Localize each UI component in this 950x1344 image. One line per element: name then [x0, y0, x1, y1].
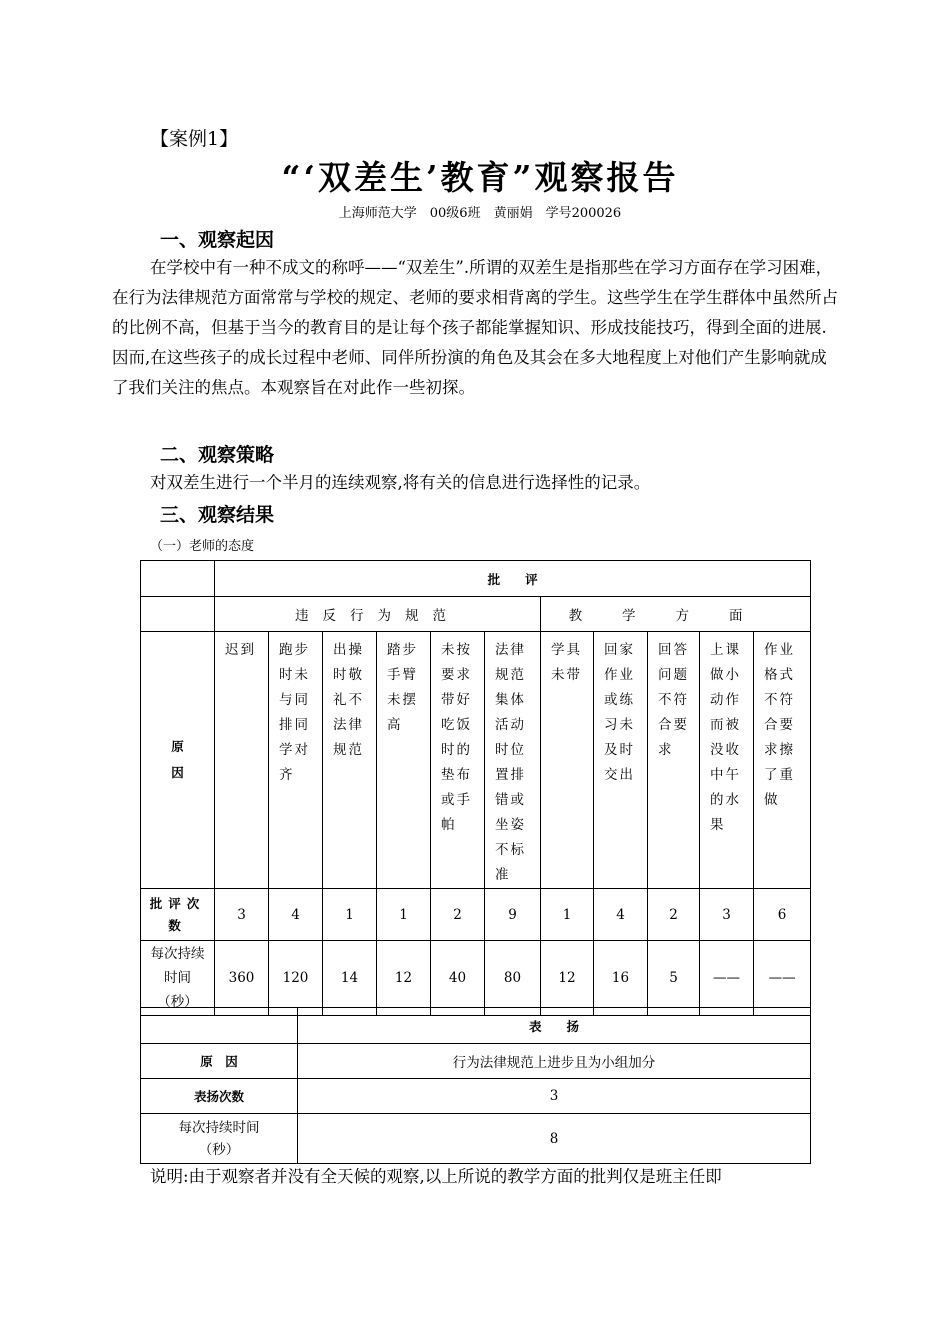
count-cell: 2: [648, 889, 700, 941]
reason-cell: 回答问题不符合要求: [648, 632, 700, 889]
count-cell: 9: [485, 889, 541, 941]
section-2-text: [112, 468, 842, 498]
reason-cell: 上课做小动作而被没收中午的水果: [700, 632, 754, 889]
duration-cell: 14: [323, 941, 377, 1016]
criticism-table: [140, 560, 811, 1016]
duration-cell: 40: [431, 941, 485, 1016]
praise-header: 表 扬: [298, 1008, 811, 1044]
count-cell: 4: [594, 889, 648, 941]
praise-duration-label-main: 每次持续时间: [178, 1119, 260, 1136]
reason-cell: 未按要求带好吃饭时的垫布或手帕: [431, 632, 485, 889]
praise-duration-label: [141, 1114, 298, 1164]
duration-label-main: 每次持续时间: [150, 946, 205, 986]
reason-cell: 作业格式不符合要求擦了重做: [754, 632, 811, 889]
praise-reason: 行为法律规范上进步且为小组加分: [298, 1044, 811, 1079]
count-cell: 6: [754, 889, 811, 941]
duration-cell: 360: [215, 941, 269, 1016]
section-1-heading: 一、观察起因: [160, 229, 275, 251]
duration-label: [141, 941, 215, 1016]
corner-cell: [141, 561, 215, 597]
duration-cell: 12: [541, 941, 594, 1016]
reason-cell: 回家作业或练习未及时交出: [594, 632, 648, 889]
praise-duration: 8: [298, 1114, 811, 1164]
case-label: 【案例1】: [150, 128, 239, 150]
section-1-text: [112, 253, 842, 403]
section-2-heading: 二、观察策略: [160, 444, 275, 466]
praise-duration-label-unit: （秒）: [198, 1141, 240, 1158]
count-cell: 4: [269, 889, 323, 941]
teaching-group-header: 教学方面: [541, 597, 811, 632]
reason-cell: 出操时敬礼不法律规范: [323, 632, 377, 889]
praise-corner-cell: [141, 1008, 298, 1044]
count-cell: 1: [323, 889, 377, 941]
reason-cell: 踏步手臂未摆高: [377, 632, 431, 889]
author-line: 上海师范大学 00级6班 黄丽娟 学号200026: [338, 206, 622, 221]
duration-cell: 5: [648, 941, 700, 1016]
count-cell: 3: [215, 889, 269, 941]
behavior-group-header: 违反行为规范: [215, 597, 541, 632]
count-label: 批评次数: [141, 889, 215, 941]
count-cell: 3: [700, 889, 754, 941]
praise-count: 3: [298, 1079, 811, 1114]
praise-reason-label: 原 因: [141, 1044, 298, 1079]
count-cell: 1: [377, 889, 431, 941]
section-3-subheading: （一）老师的态度: [150, 539, 255, 554]
duration-cell: 12: [377, 941, 431, 1016]
note-text: 说明:由于观察者并没有全天候的观察,以上所说的教学方面的批判仅是班主任即: [150, 1167, 722, 1186]
reason-label: 原 因: [141, 632, 215, 889]
empty-cell: [141, 597, 215, 632]
criticism-header: 批 评: [215, 561, 811, 597]
duration-cell: 120: [269, 941, 323, 1016]
count-cell: 2: [431, 889, 485, 941]
duration-label-unit: （秒）: [157, 994, 198, 1010]
praise-count-label: 表扬次数: [141, 1079, 298, 1114]
reason-cell: 学具未带: [541, 632, 594, 889]
duration-cell: 16: [594, 941, 648, 1016]
section-3-heading: 三、观察结果: [160, 504, 275, 526]
praise-table: [140, 1007, 811, 1164]
duration-cell: ——: [754, 941, 811, 1016]
section-1-paragraph: 在学校中有一种不成文的称呼——“双差生”.所谓的双差生是指那些在学习方面存在学习困难，在行为法律规范方面常常与学校的规定、老师的要求相背离的学生。这些学生在学生群体中虽然所占的比例不高，但基于当今的教育目的是让每个孩子都能掌握知识、形成技能技巧，得到全面的进展.因而,在这些孩子的成长过程中老师、同伴所扮演的角色及其会在多大地程度上对他们产生影响就成了我们关注的焦点。本观察旨在对此作一些初探。: [112, 258, 838, 397]
reason-cell: 迟到: [215, 632, 269, 889]
report-title: “‘双差生’教育”观察报告: [281, 158, 679, 197]
reason-cell: 法律规范集体活动时位置排错或坐姿不标准: [485, 632, 541, 889]
reason-cell: 跑步时未与同排同学对齐: [269, 632, 323, 889]
duration-cell: 80: [485, 941, 541, 1016]
duration-cell: ——: [700, 941, 754, 1016]
count-cell: 1: [541, 889, 594, 941]
section-2-paragraph: 对双差生进行一个半月的连续观察,将有关的信息进行选择性的记录。: [150, 473, 651, 492]
